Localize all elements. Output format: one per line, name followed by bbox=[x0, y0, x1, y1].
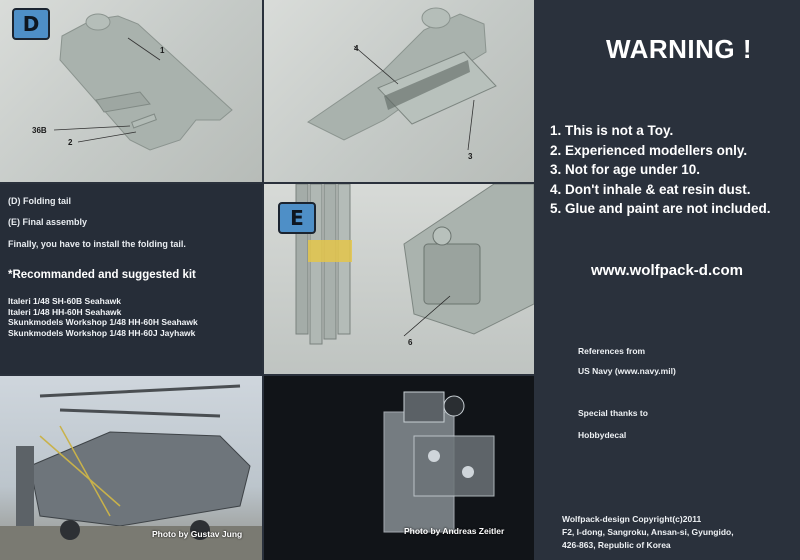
references-source: US Navy (www.navy.mil) bbox=[578, 366, 676, 376]
photo-credit-left: Photo by Gustav Jung bbox=[152, 529, 243, 539]
copyright: Wolfpack-design Copyright(c)2011 bbox=[562, 514, 702, 524]
panel-e-photo bbox=[264, 184, 534, 374]
warning-item: 3. Not for age under 10. bbox=[550, 162, 701, 177]
thanks-heading: Special thanks to bbox=[578, 408, 648, 418]
warning-item: 1. This is not a Toy. bbox=[550, 123, 674, 138]
warning-list bbox=[550, 121, 771, 219]
instructions-panel bbox=[0, 184, 262, 374]
step-d-badge: D bbox=[12, 8, 50, 40]
warning-item: 2. Experienced modellers only. bbox=[550, 142, 748, 158]
warning-item: 4. Don't inhale & eat resin dust. bbox=[550, 181, 751, 197]
website-text: www.wolfpack-d.com bbox=[591, 262, 743, 279]
kit-list bbox=[8, 296, 198, 338]
panel-d-photo bbox=[0, 0, 262, 182]
tail-assembled-illustration bbox=[264, 0, 534, 182]
callout-6: 6 bbox=[408, 338, 413, 347]
step-e-text: (E) Final assembly bbox=[8, 217, 88, 227]
photo-credit-right: Photo by Andreas Zeitler bbox=[404, 526, 505, 536]
kits-heading: *Recommanded and suggested kit bbox=[8, 269, 196, 281]
step-d-text: (D) Folding tail bbox=[8, 196, 71, 206]
address-line-2: 426-863, Republic of Korea bbox=[562, 540, 671, 550]
kit-item: Skunkmodels Workshop 1/48 HH-60H Seahawk bbox=[8, 317, 198, 327]
mechanism-photo bbox=[264, 376, 534, 560]
warning-item: 5. Glue and paint are not included. bbox=[550, 201, 771, 216]
final-note: Finally, you have to install the folding tail. bbox=[8, 239, 186, 249]
thanks-name: Hobbydecal bbox=[578, 430, 627, 440]
kit-item: Italeri 1/48 SH-60B Seahawk bbox=[8, 296, 121, 306]
helicopter-photo bbox=[0, 376, 262, 560]
address-line-1: F2, I-dong, Sangroku, Ansan-si, Gyungido, bbox=[562, 527, 734, 537]
references-heading: References from bbox=[578, 346, 646, 356]
callout-36b: 36B bbox=[32, 126, 47, 135]
step-e-badge: E bbox=[278, 202, 316, 234]
callout-2: 2 bbox=[68, 138, 73, 147]
callout-4: 4 bbox=[354, 44, 359, 53]
kit-item: Italeri 1/48 HH-60H Seahawk bbox=[8, 306, 122, 317]
warning-title: WARNING ! bbox=[606, 34, 753, 64]
kit-item: Skunkmodels Workshop 1/48 HH-60J Jayhawk bbox=[8, 327, 196, 338]
callout-3: 3 bbox=[468, 152, 473, 161]
panel-d-assembled-photo bbox=[264, 0, 534, 182]
callout-1: 1 bbox=[160, 46, 165, 55]
